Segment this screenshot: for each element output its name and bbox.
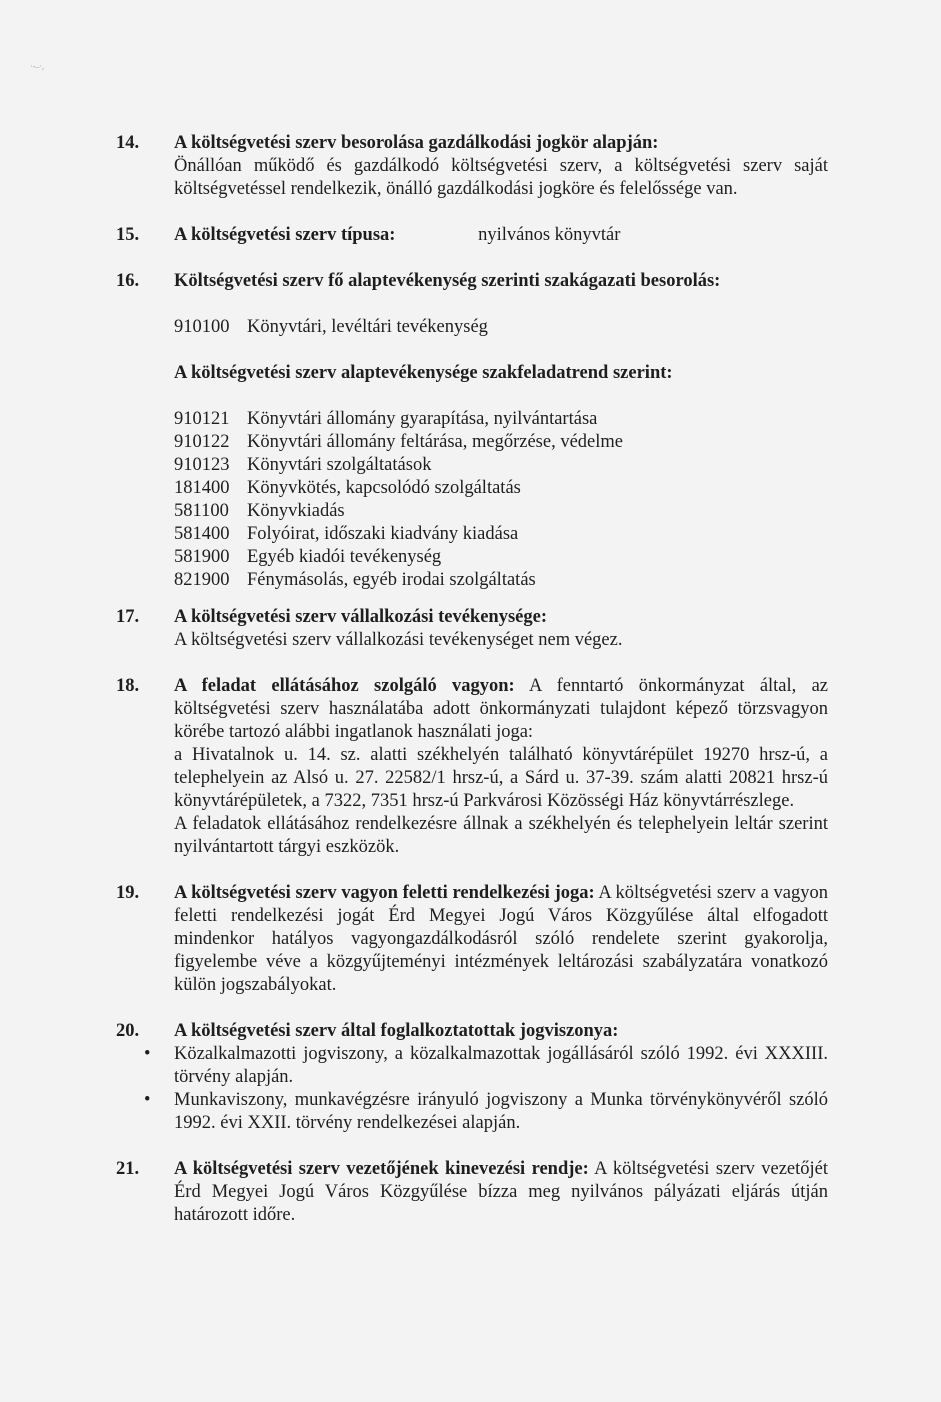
activity-code: 910121 <box>174 409 230 429</box>
section-number: 16. <box>116 271 140 291</box>
activity-code: 181400 <box>174 478 230 498</box>
activity-code: 581400 <box>174 524 230 544</box>
activity-code: 910122 <box>174 432 230 452</box>
list-item <box>174 523 828 546</box>
employment-list <box>116 1043 828 1135</box>
activity-label: Könyvtári szolgáltatások <box>247 455 432 475</box>
section-number: 15. <box>116 225 140 245</box>
section-paragraph <box>174 675 828 744</box>
activity-code: 581900 <box>174 547 230 567</box>
list-item-text: Munkaviszony, munkavégzésre irányuló jogviszony a Munka törvénykönyvéről szóló 1992. évi XXII. törvény rendelkezései alapján. <box>174 1090 828 1133</box>
section-number: 18. <box>116 676 140 696</box>
page-scan-mark: ·-–·, <box>30 62 44 71</box>
list-item-text: Közalkalmazotti jogviszony, a közalkalmazottak jogállásáról szóló 1992. évi XXXIII. törvény alapján. <box>174 1044 828 1087</box>
section-number: 19. <box>116 883 140 903</box>
list-item <box>174 477 828 500</box>
activity-label: Fénymásolás, egyéb irodai szolgáltatás <box>247 570 536 590</box>
section-17 <box>116 606 828 652</box>
activity-code: 821900 <box>174 570 230 590</box>
section-15 <box>116 224 828 247</box>
activity-code: 910100 <box>174 317 230 337</box>
section-19 <box>116 882 828 997</box>
section-heading: Költségvetési szerv fő alaptevékenység szerinti szakágazati besorolás: <box>174 271 721 291</box>
section-heading: A költségvetési szerv besorolása gazdálkodási jogkör alapján: <box>174 133 659 153</box>
list-item <box>174 569 828 592</box>
bullet-icon: • <box>144 1090 151 1110</box>
list-item <box>174 431 828 454</box>
section-heading: A költségvetési szerv által foglalkoztatottak jogviszonya: <box>174 1021 619 1041</box>
activity-code: 910123 <box>174 455 230 475</box>
list-item <box>174 546 828 569</box>
section-text: A fenntartó önkormányzat által, az költségvetési szerv használatába adott önkormányzati tulajdont képező törzsvagyon körébe tartozó alábbi ingatlanok használati joga: <box>174 676 828 742</box>
section-heading: A költségvetési szerv vagyon feletti rendelkezési joga: <box>174 883 595 903</box>
bullet-icon: • <box>144 1044 151 1064</box>
section-text: A feladatok ellátásához rendelkezésre állnak a székhelyén és telephelyein leltár szerint nyilvántartott tárgyi eszközök. <box>174 814 828 857</box>
activity-code: 581100 <box>174 501 229 521</box>
activity-list <box>174 408 828 592</box>
activity-label: Könyvtári, levéltári tevékenység <box>247 317 488 337</box>
list-item <box>116 1089 828 1135</box>
activity-label: Könyvtári állomány feltárása, megőrzése, védelme <box>247 432 624 452</box>
list-item <box>174 500 828 523</box>
section-paragraph <box>174 882 828 997</box>
section-14 <box>116 132 828 201</box>
section-number: 21. <box>116 1159 140 1179</box>
main-activity-row <box>174 316 828 339</box>
section-subheading: A költségvetési szerv alaptevékenysége szakfeladatrend szerint: <box>174 363 673 383</box>
section-heading: A költségvetési szerv típusa: <box>174 225 396 245</box>
activity-label: Egyéb kiadói tevékenység <box>247 547 442 567</box>
section-number: 14. <box>116 133 140 153</box>
list-item <box>174 408 828 431</box>
section-heading: A költségvetési szerv vezetőjének kinevezési rendje: <box>174 1159 589 1179</box>
document-content <box>116 132 828 1227</box>
section-text: A költségvetési szerv a vagyon feletti rendelkezési jogát Érd Megyei Jogú Város Közgyűlése által elfogadott mindenkor hatályos vagyongazdálkodásról szóló rendelete szerint gyakorolja, figyelembe véve a közgyűjteményi intézmények leltározási szabályzatára vonatkozó külön jogszabályokat. <box>174 883 829 995</box>
section-text: a Hivatalnok u. 14. sz. alatti székhelyén található könyvtárépület 19270 hrsz-ú, a telephelyein az Alsó u. 27. 22582/1 hrsz-ú, a Sárd u. 37-39. szám alatti 20821 hrsz-ú könyvtárépületek, a 7322, 7351 hrsz-ú Parkvárosi Közösségi Ház könyvtárrészlege. <box>174 745 828 811</box>
section-heading: A feladat ellátásához szolgáló vagyon: <box>174 676 515 696</box>
activity-label: Könyvkötés, kapcsolódó szolgáltatás <box>247 478 521 498</box>
activity-label: Könyvkiadás <box>247 501 345 521</box>
section-heading: A költségvetési szerv vállalkozási tevékenysége: <box>174 607 548 627</box>
section-21 <box>116 1158 828 1227</box>
list-item <box>174 454 828 477</box>
section-text: A költségvetési szerv vezetőjét Érd Megyei Jogú Város Közgyűlése bízza meg nyilvános pályázati eljárás útján határozott időre. <box>174 1159 828 1225</box>
section-paragraph <box>174 1158 828 1227</box>
list-item <box>116 1043 828 1089</box>
section-text: Önállóan működő és gazdálkodó költségvetési szerv, a költségvetési szerv saját költségvetéssel rendelkezik, önálló gazdálkodási jogköre és felelőssége van. <box>174 156 828 199</box>
section-16 <box>116 270 828 592</box>
section-20 <box>116 1020 828 1135</box>
section-text: A költségvetési szerv vállalkozási tevékenységet nem végez. <box>174 630 623 650</box>
section-number: 20. <box>116 1021 140 1041</box>
section-18 <box>116 675 828 859</box>
activity-label: Könyvtári állomány gyarapítása, nyilvántartása <box>247 409 598 429</box>
section-value: nyilvános könyvtár <box>478 225 621 245</box>
section-number: 17. <box>116 607 140 627</box>
activity-label: Folyóirat, időszaki kiadvány kiadása <box>247 524 519 544</box>
